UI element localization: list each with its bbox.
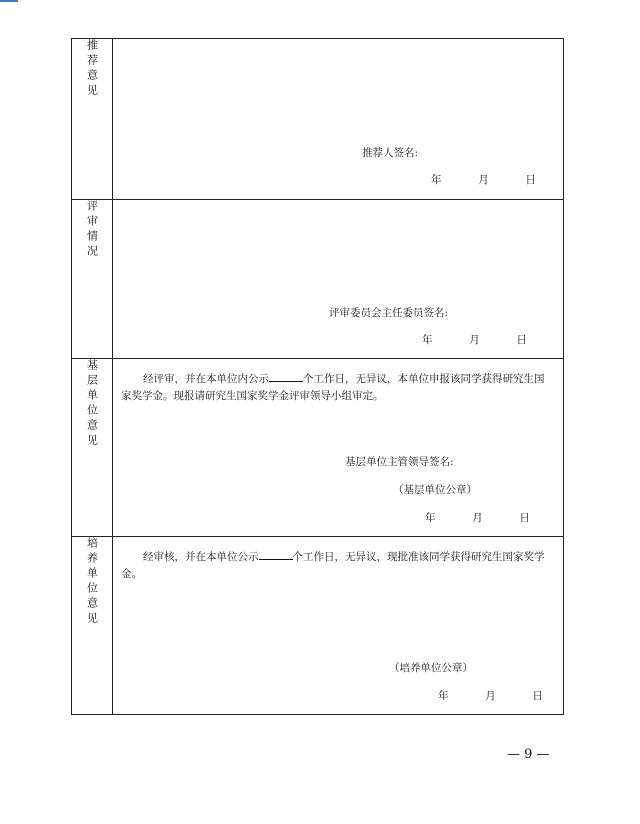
day-label: 日 [525,174,536,186]
label-review [72,200,113,359]
page-number: — 9 — [507,747,550,762]
committee-chair-signature-label: 评审委员会主任委员签名: [329,307,449,319]
label-text: 评审情况 [85,200,99,260]
paragraph-text-end: 个工作日，无异议，现批准该同学获得研究生国家奖学金。 [121,551,545,580]
label-text: 基层单位意见 [85,359,99,449]
year-label: 年 [425,512,436,524]
row-institution-opinion [72,537,564,715]
day-label: 日 [519,512,530,524]
month-label: 月 [485,690,496,702]
recommender-signature-label: 推荐人签名: [362,147,419,159]
top-edge-strip [0,0,18,2]
year-label: 年 [431,174,442,186]
days-blank[interactable] [269,371,303,382]
review-content [113,200,564,359]
review-form-table [71,38,564,715]
paragraph-text-end: 个工作日，无异议，本单位申报该同学获得研究生国家奖学金。现报请研究生国家奖学金评审领导小组审定。 [121,373,545,402]
month-label: 月 [472,512,483,524]
row-review [72,200,564,359]
date-line [431,172,536,187]
date-line [422,332,527,347]
institution-opinion-content [113,537,564,715]
date-line [425,510,530,525]
department-opinion-paragraph [121,371,555,405]
year-label: 年 [422,334,433,346]
date-line [438,688,543,703]
row-department-opinion [72,359,564,537]
label-text: 培养单位意见 [85,537,99,627]
label-institution-opinion [72,537,113,715]
day-label: 日 [516,334,527,346]
department-opinion-content [113,359,564,537]
day-label: 日 [532,690,543,702]
paragraph-text-start: 经评审，并在本单位内公示 [143,373,270,385]
institution-opinion-paragraph [121,549,555,583]
label-recommendation [72,39,113,200]
department-seal-label: （基层单位公章） [393,484,477,496]
recommendation-content [113,39,564,200]
year-label: 年 [438,690,449,702]
department-head-signature-label: 基层单位主管领导签名: [345,456,454,468]
paragraph-text-start: 经审核，并在本单位公示 [143,551,259,563]
month-label: 月 [469,334,480,346]
label-department-opinion [72,359,113,537]
month-label: 月 [478,174,489,186]
institution-seal-label: （培养单位公章） [389,662,473,674]
row-recommendation [72,39,564,200]
days-blank[interactable] [259,549,293,560]
label-text: 推荐意见 [85,39,99,99]
